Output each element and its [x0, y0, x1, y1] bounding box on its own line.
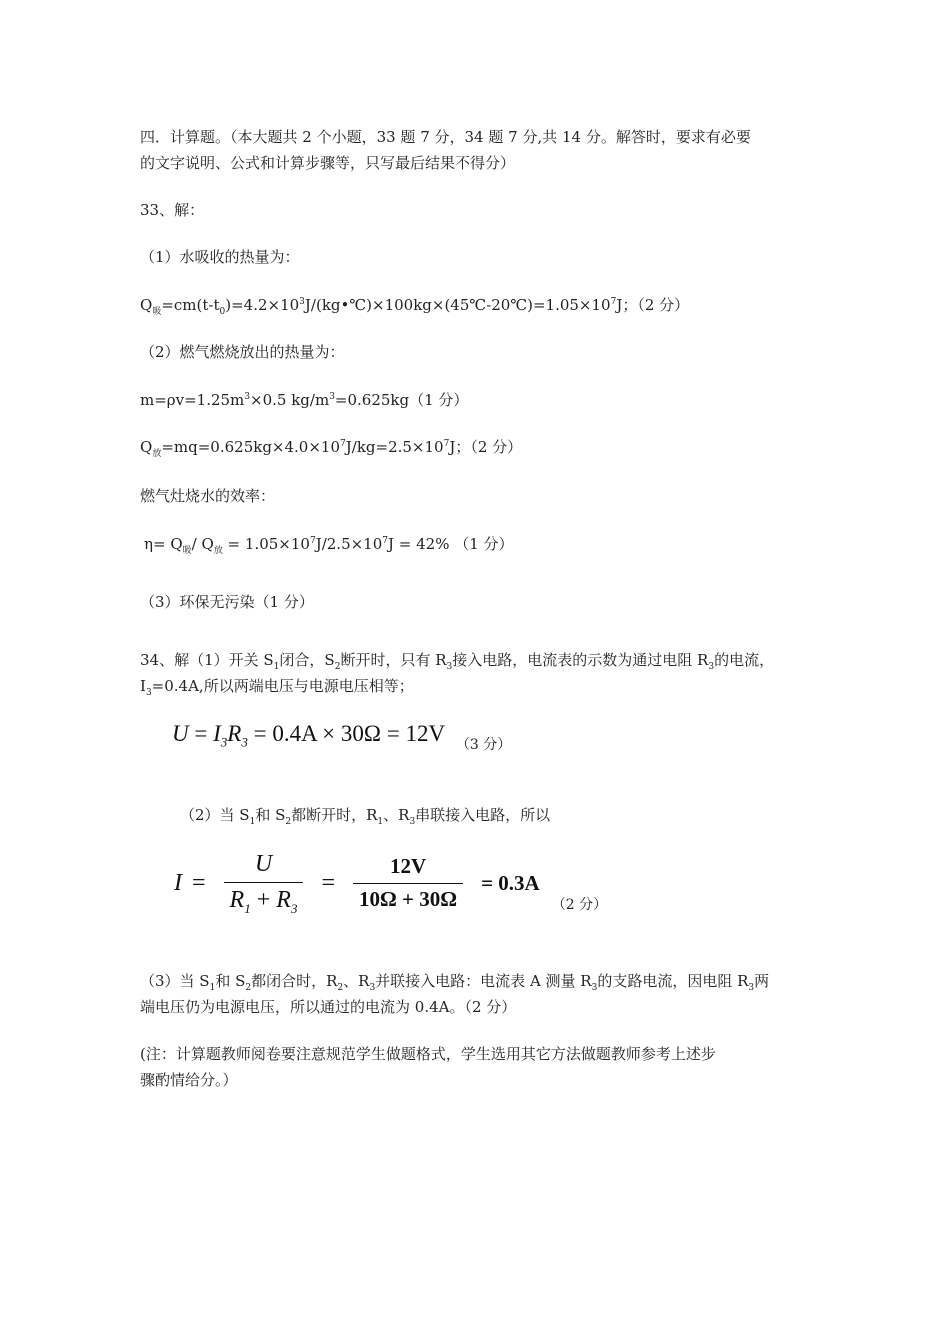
q33-part1-heading: （1）水吸收的热量为：	[140, 248, 300, 266]
q33-efficiency-equation: $\eta= Q_吸/$ $Q_放 = 1.05\times 10^7J/2.5\times 10^7J = 42\%$ （1 分）	[144, 535, 514, 556]
q34-part3-line2: 端电压仍为电源电压，所以通过的电流为 0.4A。（2 分）	[140, 998, 517, 1016]
q34-part2-line: （2）当 $S_1$和 $S_2$都断开时，$R_1$、$R_3$串联接入电路，所以	[180, 806, 551, 827]
q33-efficiency-heading: 燃气灶烧水的效率：	[140, 487, 276, 505]
q33-part2-heading: （2）燃气燃烧放出的热量为：	[140, 343, 345, 361]
q34-part3-line1: （3）当 $S_1$和 $S_2$都闭合时，$R_2$、$R_3$并联接入电路：电流表 A 测量 $R_3$的支路电流，因电阻 $R_3$两	[140, 972, 770, 993]
q33-part3-answer: （3）环保无污染（1 分）	[140, 593, 314, 611]
section-heading-line2: 的文字说明、公式和计算步骤等，只写最后结果不得分）	[140, 154, 516, 172]
q33-heat-released-equation: $Q_放=mq=0.625kg\times 4.0\times 10^7J/kg=2.5\times 10^7J$；（2 分）	[140, 438, 523, 459]
q34-current-formula: I = $\frac{U}{R_1 + R_3}$ = $\frac{12V}{10\Omega + 30\Omega}$ = 0.3A （2 分）	[174, 851, 608, 916]
q33-label: 33、解：	[140, 201, 205, 219]
q33-mass-equation: $m=\rho v=1.25m^3\times 0.5$ $kg/m^3=0.625kg(1$ 分）	[140, 391, 469, 409]
q34-part1-line2: $I_3=0.4A$,所以两端电压与电源电压相等；	[140, 677, 414, 698]
grading-note-line1: (注：计算题教师阅卷要注意规范学生做题格式，学生选用其它方法做题教师参考上述步	[140, 1045, 716, 1063]
grading-note-line2: 骤酌情给分。）	[140, 1071, 238, 1089]
fraction-12v-over-resistances: $\frac{12V}{10\Omega + 30\Omega}$	[353, 854, 463, 911]
q33-heat-absorbed-equation: $Q_吸=cm(t-t_0)=4.2\times 10^3J/(kg•℃)\times 100kg\times(45℃-20℃)=1.05\times 10^7J$；（2 分）	[140, 296, 690, 317]
fraction-u-over-r1-r3: $\frac{U}{R_1 + R_3}$	[224, 850, 304, 916]
q34-voltage-formula: $U = I_3R_3 = 0.4A \times 30\Omega = 12V$ （3 分）	[172, 721, 512, 753]
q34-part1-line1: 34、解（1）开关 $S_1$闭合，$S_2$断开时，只有 $R_3$接入电路，电流表的示数为通过电阻 $R_3$的电流，	[140, 651, 775, 672]
section-heading-line1: 四．计算题。（本大题共 2 个小题，33 题 7 分，34 题 7 分,共 14 分。解答时，要求有必要	[140, 128, 751, 146]
